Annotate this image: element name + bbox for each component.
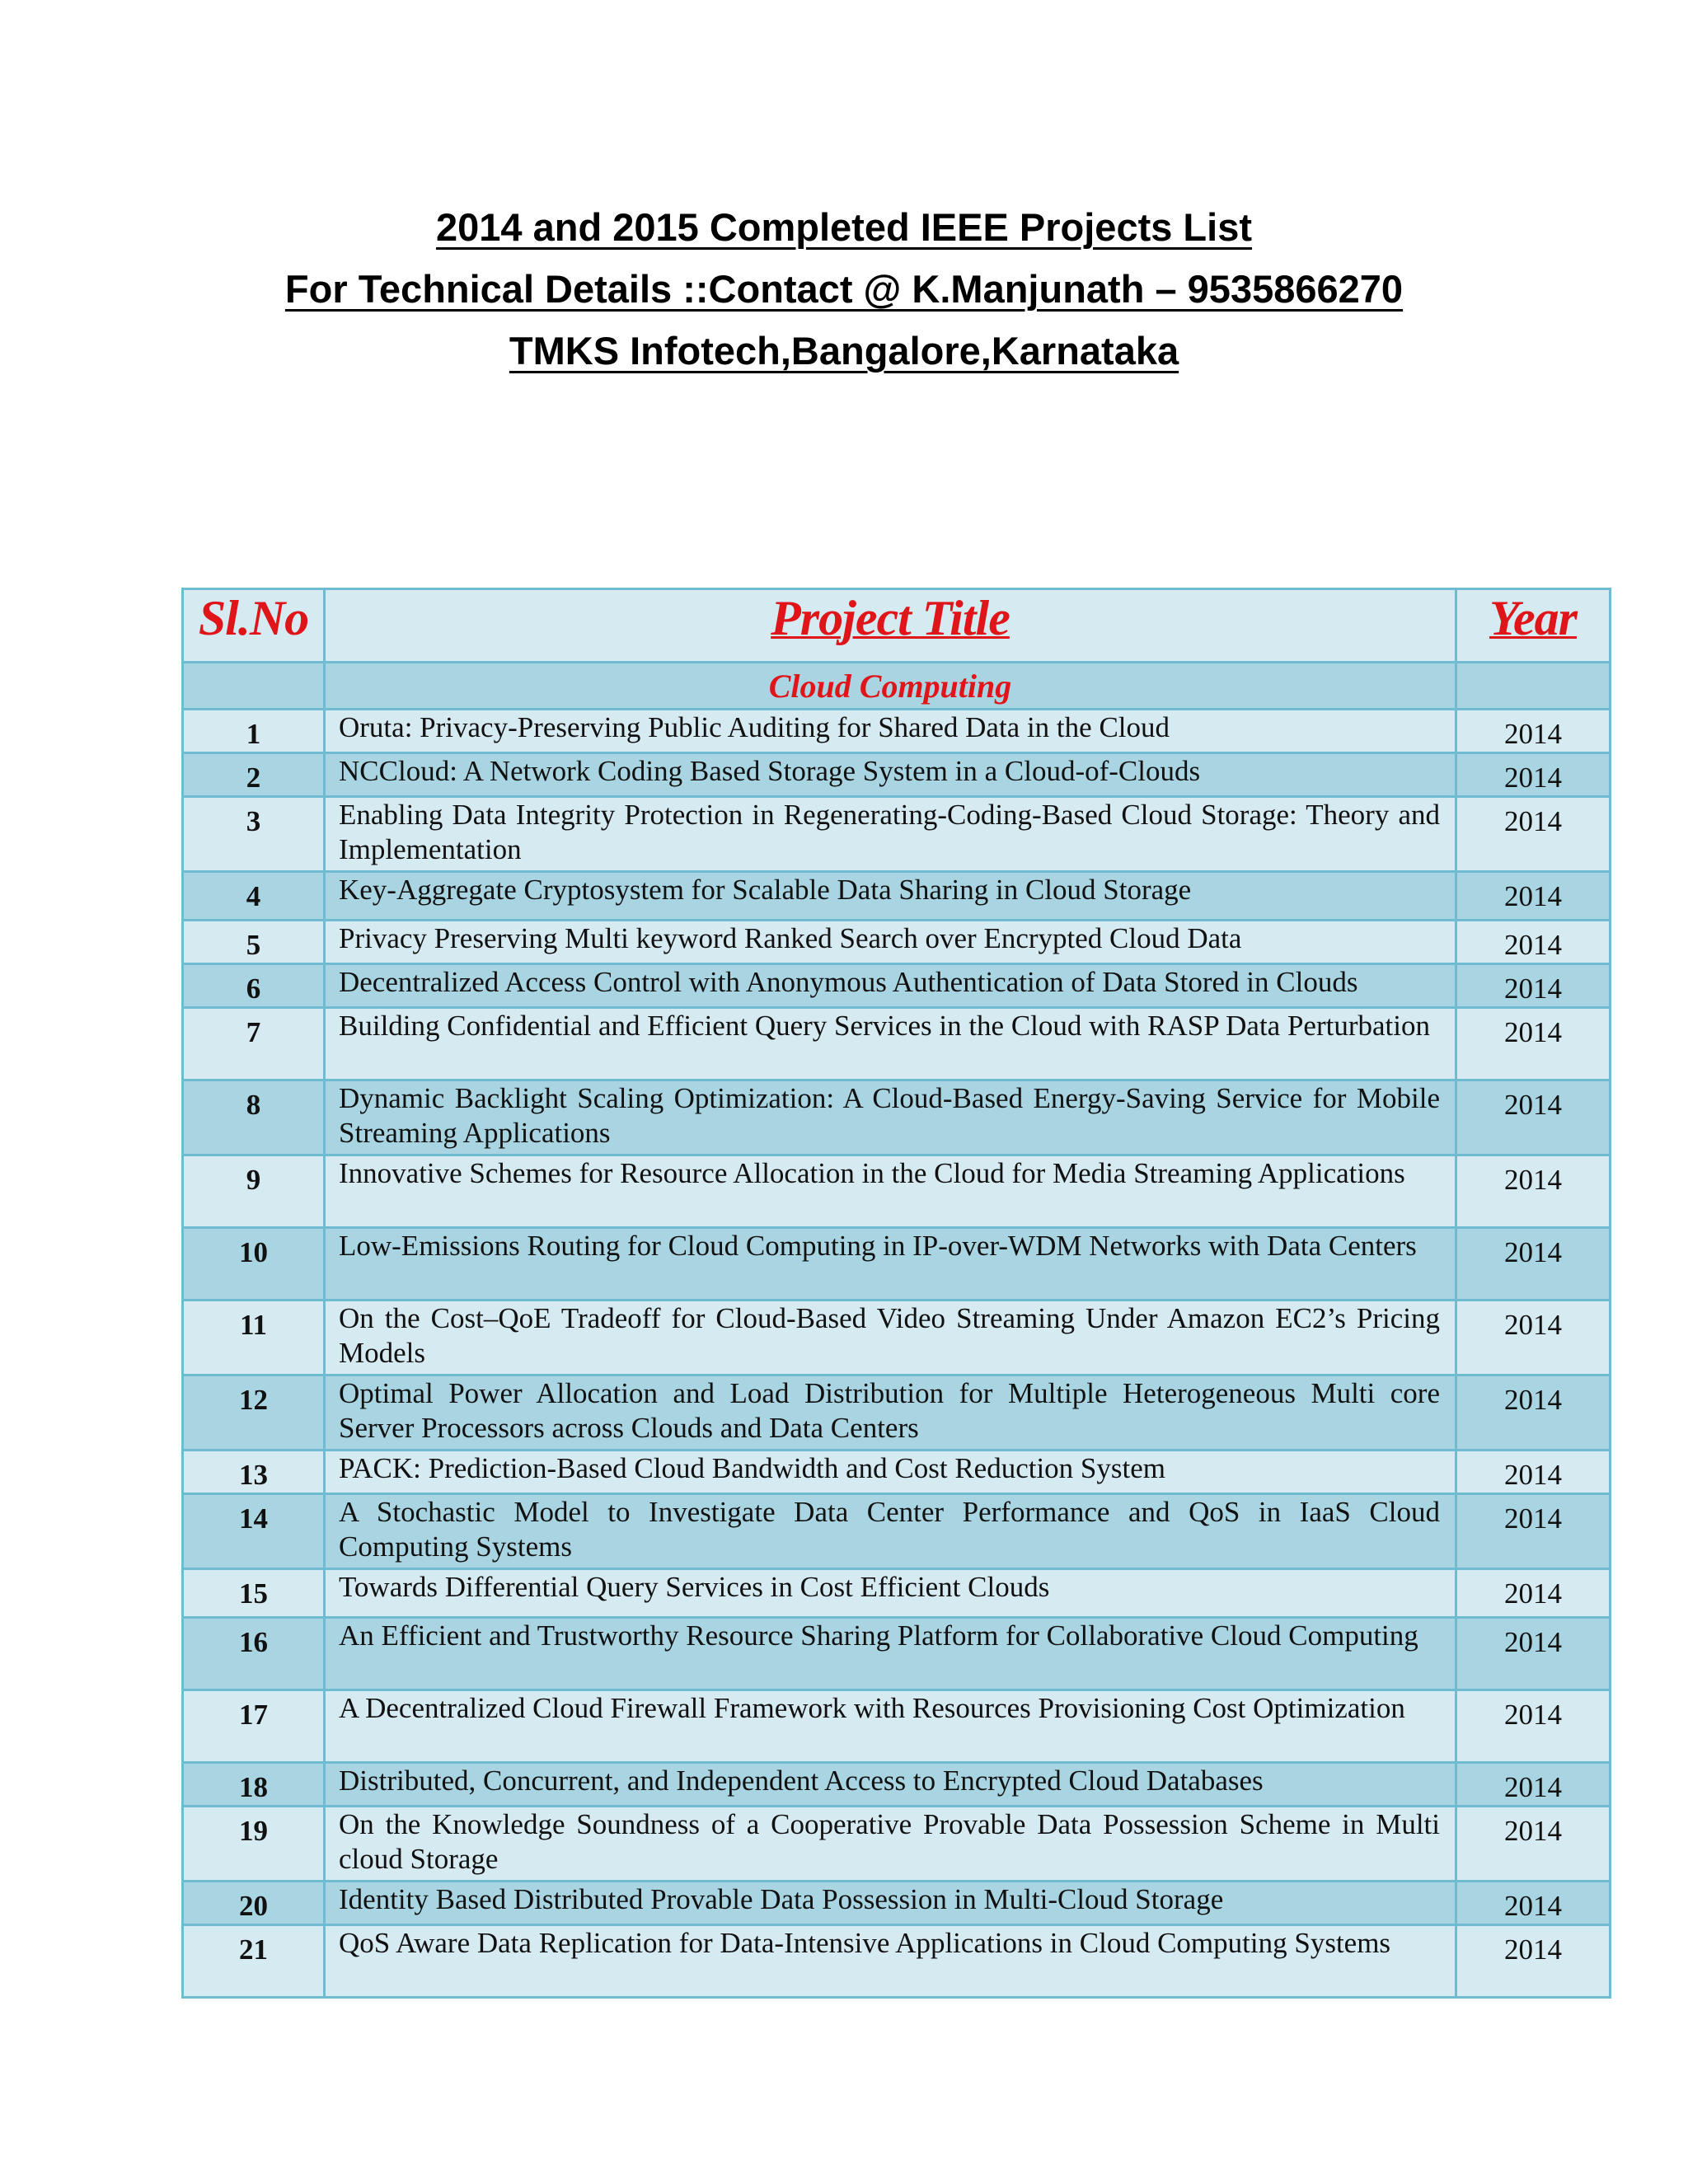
table-row (183, 1618, 1611, 1690)
project-year: 2014 (1456, 753, 1611, 797)
row-number: 19 (183, 1807, 325, 1882)
column-header-year: Year (1456, 589, 1611, 663)
company-line: TMKS Infotech,Bangalore,Karnataka (509, 329, 1179, 373)
row-number: 17 (183, 1690, 325, 1763)
table-row (183, 1008, 1611, 1080)
project-title: Decentralized Access Control with Anonymous Authentication of Data Stored in Clouds (325, 964, 1456, 1008)
project-year: 2014 (1456, 1301, 1611, 1376)
project-year: 2014 (1456, 1376, 1611, 1451)
project-title: Enabling Data Integrity Protection in Regenerating-Coding-Based Cloud Storage: Theory and Implementation (325, 797, 1456, 872)
project-title: NCCloud: A Network Coding Based Storage System in a Cloud-of-Clouds (325, 753, 1456, 797)
project-title: Low-Emissions Routing for Cloud Computing in IP-over-WDM Networks with Data Centers (325, 1228, 1456, 1301)
table-row (183, 1763, 1611, 1807)
document-title: 2014 and 2015 Completed IEEE Projects List (435, 205, 1252, 249)
contact-line: For Technical Details ::Contact @ K.Manjunath – 9535866270 (284, 267, 1404, 311)
table-row (183, 1882, 1611, 1925)
row-number: 4 (183, 872, 325, 921)
project-year: 2014 (1456, 1494, 1611, 1569)
row-number: 16 (183, 1618, 325, 1690)
project-title: PACK: Prediction-Based Cloud Bandwidth and Cost Reduction System (325, 1451, 1456, 1494)
project-title: A Stochastic Model to Investigate Data Center Performance and QoS in IaaS Cloud Computing Systems (325, 1494, 1456, 1569)
project-year: 2014 (1456, 1618, 1611, 1690)
table-row (183, 1451, 1611, 1494)
project-year: 2014 (1456, 797, 1611, 872)
table-row (183, 1494, 1611, 1569)
project-year: 2014 (1456, 1690, 1611, 1763)
document-header (0, 196, 1688, 382)
table-row (183, 710, 1611, 753)
table-row (183, 797, 1611, 872)
row-number: 8 (183, 1080, 325, 1155)
category-label: Cloud Computing (325, 663, 1456, 710)
project-title: A Decentralized Cloud Firewall Framework with Resources Provisioning Cost Optimization (325, 1690, 1456, 1763)
project-title: Distributed, Concurrent, and Independent Access to Encrypted Cloud Databases (325, 1763, 1456, 1807)
project-title: Identity Based Distributed Provable Data Possession in Multi-Cloud Storage (325, 1882, 1456, 1925)
project-title: On the Knowledge Soundness of a Cooperative Provable Data Possession Scheme in Multi cloud Storage (325, 1807, 1456, 1882)
row-number: 7 (183, 1008, 325, 1080)
table-row (183, 753, 1611, 797)
table-row (183, 1228, 1611, 1301)
row-number: 20 (183, 1882, 325, 1925)
table-row (183, 1376, 1611, 1451)
row-number: 13 (183, 1451, 325, 1494)
project-title: On the Cost–QoE Tradeoff for Cloud-Based Video Streaming Under Amazon EC2’s Pricing Models (325, 1301, 1456, 1376)
project-year: 2014 (1456, 872, 1611, 921)
column-header-title: Project Title (325, 589, 1456, 663)
project-year: 2014 (1456, 1882, 1611, 1925)
project-title: QoS Aware Data Replication for Data-Intensive Applications in Cloud Computing Systems (325, 1925, 1456, 1998)
table-row (183, 1569, 1611, 1618)
table-row (183, 1155, 1611, 1228)
project-year: 2014 (1456, 710, 1611, 753)
project-title: Privacy Preserving Multi keyword Ranked Search over Encrypted Cloud Data (325, 921, 1456, 964)
table-header-row (183, 589, 1611, 663)
table-row (183, 1690, 1611, 1763)
row-number: 6 (183, 964, 325, 1008)
row-number: 12 (183, 1376, 325, 1451)
table-row (183, 964, 1611, 1008)
row-number: 10 (183, 1228, 325, 1301)
column-header-slno: Sl.No (183, 589, 325, 663)
project-title: Optimal Power Allocation and Load Distribution for Multiple Heterogeneous Multi core Server Processors across Clouds and Data Centers (325, 1376, 1456, 1451)
project-title: An Efficient and Trustworthy Resource Sharing Platform for Collaborative Cloud Computing (325, 1618, 1456, 1690)
row-number: 11 (183, 1301, 325, 1376)
row-number: 5 (183, 921, 325, 964)
project-title: Dynamic Backlight Scaling Optimization: A Cloud-Based Energy-Saving Service for Mobile Streaming Applications (325, 1080, 1456, 1155)
project-title: Oruta: Privacy-Preserving Public Auditing for Shared Data in the Cloud (325, 710, 1456, 753)
table-row (183, 872, 1611, 921)
row-number: 3 (183, 797, 325, 872)
row-number: 21 (183, 1925, 325, 1998)
table-row (183, 1080, 1611, 1155)
projects-table (181, 588, 1611, 1999)
project-year: 2014 (1456, 1763, 1611, 1807)
table-row (183, 921, 1611, 964)
project-year: 2014 (1456, 964, 1611, 1008)
project-year: 2014 (1456, 1080, 1611, 1155)
project-year: 2014 (1456, 1569, 1611, 1618)
project-title: Towards Differential Query Services in Cost Efficient Clouds (325, 1569, 1456, 1618)
row-number: 1 (183, 710, 325, 753)
table-row (183, 1301, 1611, 1376)
row-number: 18 (183, 1763, 325, 1807)
project-year: 2014 (1456, 921, 1611, 964)
project-year: 2014 (1456, 1008, 1611, 1080)
row-number: 9 (183, 1155, 325, 1228)
row-number: 14 (183, 1494, 325, 1569)
project-year: 2014 (1456, 1451, 1611, 1494)
table-row (183, 1807, 1611, 1882)
table-row (183, 1925, 1611, 1998)
project-year: 2014 (1456, 1807, 1611, 1882)
project-title: Key-Aggregate Cryptosystem for Scalable Data Sharing in Cloud Storage (325, 872, 1456, 921)
project-title: Innovative Schemes for Resource Allocation in the Cloud for Media Streaming Applications (325, 1155, 1456, 1228)
project-year: 2014 (1456, 1228, 1611, 1301)
project-year: 2014 (1456, 1155, 1611, 1228)
row-number: 2 (183, 753, 325, 797)
category-row (183, 663, 1611, 710)
project-title: Building Confidential and Efficient Query Services in the Cloud with RASP Data Perturbation (325, 1008, 1456, 1080)
row-number: 15 (183, 1569, 325, 1618)
project-year: 2014 (1456, 1925, 1611, 1998)
